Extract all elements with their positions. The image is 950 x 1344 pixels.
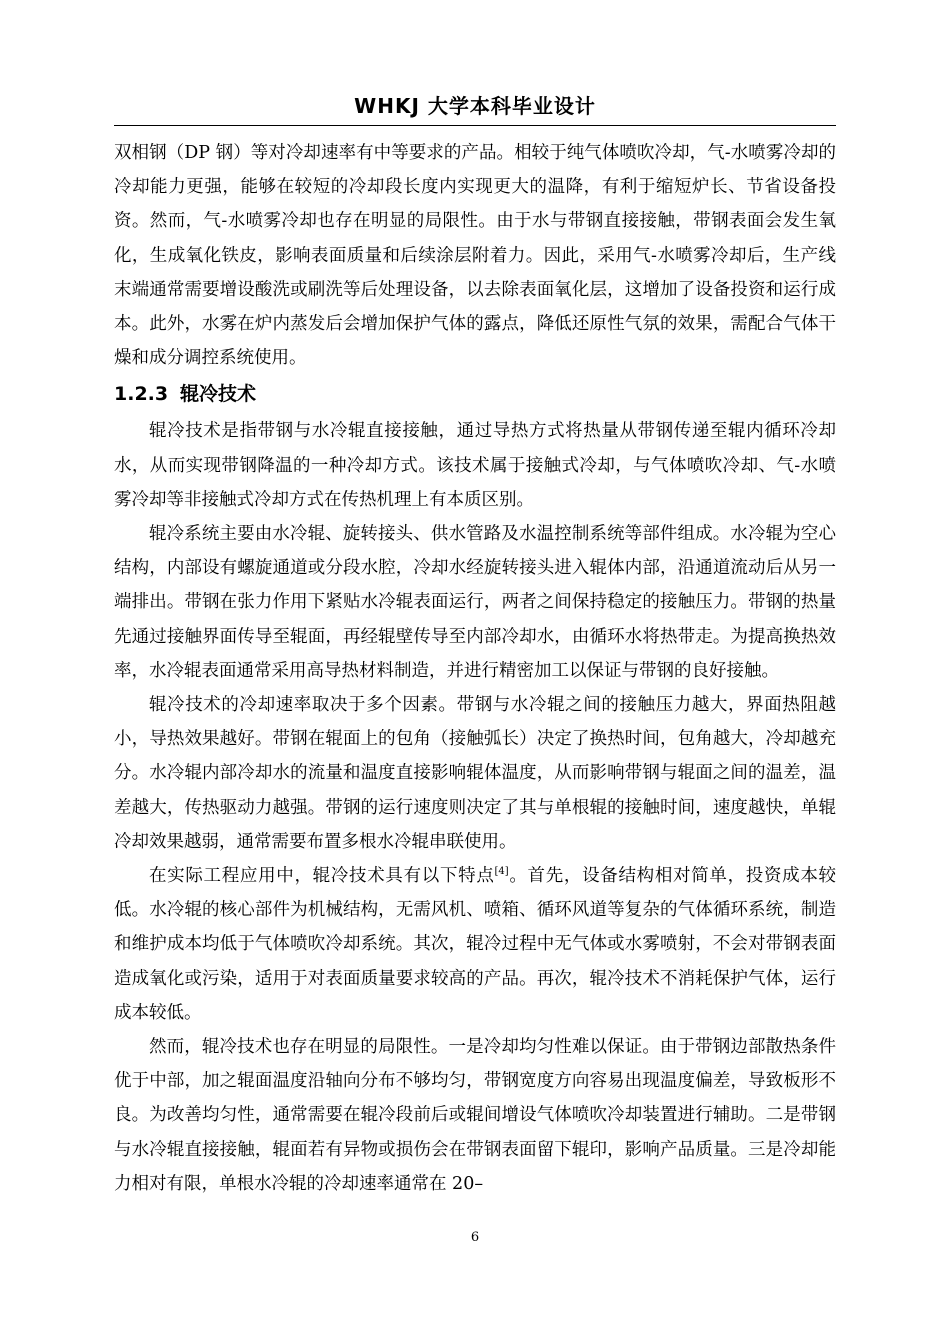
paragraph-definition: 辊冷技术是指带钢与水冷辊直接接触，通过导热方式将热量从带钢传递至辊内循环冷却水，从而实现带钢降温的一种冷却方式。该技术属于接触式冷却，与气体喷吹冷却、气-水喷雾冷却等非接触式冷却方式在传热机理上有本质区别。 [114,421,836,510]
page-body [114,136,836,1201]
features-text-rest: 。首先，设备结构相对简单，投资成本较低。水冷辊的核心部件为机械结构，无需风机、喷箱、循环风道等复杂的气体循环系统，制造和维护成本均低于气体喷吹冷却系统。其次，辊冷过程中无气体或水雾喷射，不会对带钢表面造成氧化或污染，适用于对表面质量要求较高的产品。再次，辊冷技术不消耗保护气体，运行成本较低。 [114,866,837,1023]
paragraph-factors: 辊冷技术的冷却速率取决于多个因素。带钢与水冷辊之间的接触压力越大，界面热阻越小，导热效果越好。带钢在辊面上的包角（接触弧长）决定了换热时间，包角越大，冷却越充分。水冷辊内部冷却水的流量和温度直接影响辊体温度，从而影响带钢与辊面之间的温差，温差越大，传热驱动力越强。带钢的运行速度则决定了其与单根辊的接触时间，速度越快，单辊冷却效果越弱，通常需要布置多根水冷辊串联使用。 [114,695,836,852]
page-header: WHKJ 大学本科毕业设计 [354,94,596,118]
paragraph-system: 辊冷系统主要由水冷辊、旋转接头、供水管路及水温控制系统等部件组成。水冷辊为空心结构，内部设有螺旋通道或分段水腔，冷却水经旋转接头进入辊体内部，沿通道流动后从另一端排出。带钢在张力作用下紧贴水冷辊表面运行，两者之间保持稳定的接触压力。带钢的热量先通过接触界面传导至辊面，再经辊壁传导至内部冷却水，由循环水将热带走。为提高换热效率，水冷辊表面通常采用高导热材料制造，并进行精密加工以保证与带钢的良好接触。 [114,524,836,681]
header-rule [114,125,836,126]
section-heading [114,375,836,414]
section-number: 1.2.3 [114,383,169,406]
paragraph-features [114,859,836,1030]
paragraph-limitations: 然而，辊冷技术也存在明显的局限性。一是冷却均匀性难以保证。由于带钢边部散热条件优于中部，加之辊面温度沿轴向分布不够均匀，带钢宽度方向容易出现温度偏差，导致板形不良。为改善均匀性，通常需要在辊冷段前后或辊间增设气体喷吹冷却装置进行辅助。二是带钢与水冷辊直接接触，辊面若有异物或损伤会在带钢表面留下辊印，影响产品质量。三是冷却能力相对有限，单根水冷辊的冷却速率通常在 20– [114,1037,836,1194]
section-title: 辊冷技术 [180,383,257,406]
page-number: 6 [470,1230,480,1245]
citation-ref[interactable]: [4] [494,866,509,878]
paragraph-continued: 双相钢（DP 钢）等对冷却速率有中等要求的产品。相较于纯气体喷吹冷却，气-水喷雾冷却的冷却能力更强，能够在较短的冷却段长度内实现更大的温降，有利于缩短炉长、节省设备投资。然而，气-水喷雾冷却也存在明显的局限性。由于水与带钢直接接触，带钢表面会发生氧化，生成氧化铁皮，影响表面质量和后续涂层附着力。因此，采用气-水喷雾冷却后，生产线末端通常需要增设酸洗或刷洗等后处理设备，以去除表面氧化层，这增加了设备投资和运行成本。此外，水雾在炉内蒸发后会增加保护气体的露点，降低还原性气氛的效果，需配合气体干燥和成分调控系统使用。 [114,143,836,369]
features-text-lead: 在实际工程应用中，辊冷技术具有以下特点 [149,866,495,887]
